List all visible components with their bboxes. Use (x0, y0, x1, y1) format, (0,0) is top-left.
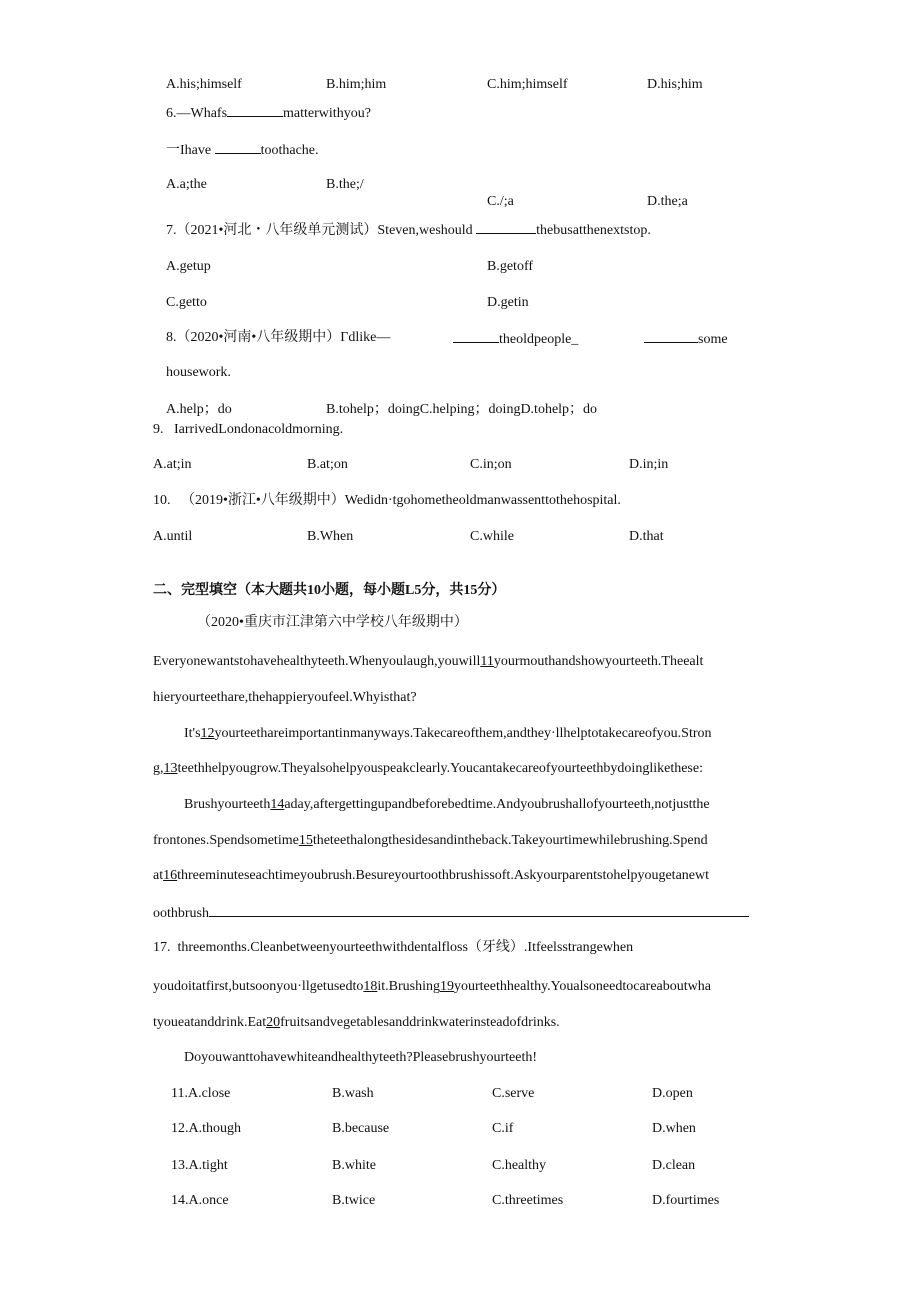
passage-text: it.Brushing (377, 979, 440, 994)
q6-stem-text-b: matterwithyou? (283, 106, 371, 121)
q8-stem-c (644, 329, 728, 349)
q6-reply-text-b: toothache. (260, 143, 319, 158)
passage-line-4 (153, 760, 703, 778)
q5-option-b: B.him;him (326, 77, 387, 92)
q8-stem-text-c: some (698, 332, 728, 347)
q5-option-a: A.his;himself (166, 77, 242, 92)
passage-line-11 (153, 1014, 560, 1032)
q6-option-d: D.the;a (647, 194, 688, 209)
q9-option-a: A.at;in (153, 457, 192, 472)
q7-stem (166, 220, 651, 240)
choice-12-b: B.because (332, 1121, 390, 1136)
passage-line-6 (153, 832, 708, 850)
q8-stem-text-b: theoldpeople_ (499, 332, 579, 347)
passage-text: Brushyourteeth (184, 797, 271, 812)
passage-line-1 (153, 653, 703, 671)
passage-line-2: hieryourteethare,thehappieryoufeel.Whyisthat? (153, 690, 417, 705)
answer-blank (209, 903, 749, 917)
q10-option-d: D.that (629, 529, 664, 544)
blank-number-18: 18 (363, 979, 378, 994)
blank-number-20: 20 (266, 1015, 281, 1030)
answer-blank (644, 329, 698, 343)
blank-number-12: 12 (200, 726, 215, 741)
choice-14-c: C.threetimes (492, 1193, 564, 1208)
q8-stem-b (453, 329, 578, 349)
q7-stem-text-a: 7.（2021•河北・八年级单元测试）Steven,weshould (166, 223, 473, 238)
blank-number-13: 13 (163, 761, 178, 776)
q5-option-d: D.his;him (647, 77, 703, 92)
q7-option-c: C.getto (166, 295, 207, 310)
passage-text: tyoueatanddrink.Eat (153, 1015, 267, 1030)
choice-14-d: D.fourtimes (652, 1193, 720, 1208)
passage-text: oothbrush (153, 906, 209, 921)
passage-text: at (153, 868, 164, 883)
passage-text: fruitsandvegetablesanddrinkwaterinsteadofdrinks. (280, 1015, 560, 1030)
q8-option-a: A.help；do (166, 402, 232, 417)
passage-line-7 (153, 867, 709, 885)
passage-line-9: 17. threemonths.Cleanbetweenyourteethwithdentalfloss（牙线）.Itfeelsstrangewhen (153, 940, 634, 955)
choice-14-a: 14.A.once (171, 1193, 229, 1208)
answer-blank (215, 140, 261, 154)
choice-13-d: D.clean (652, 1158, 696, 1173)
passage-line-12: Doyouwanttohavewhiteandhealthyteeth?Pleasebrushyourteeth! (184, 1050, 537, 1065)
choice-12-c: C.if (492, 1121, 514, 1136)
passage-text: theteethalongthesidesandintheback.Takeyourtimewhilebrushing.Spend (312, 833, 708, 848)
passage-line-5 (184, 796, 710, 814)
q6-reply (166, 140, 319, 160)
q10-stem: 10. （2019•浙江•八年级期中）Wedidn·tgohometheoldmanwassenttothehospital. (153, 493, 621, 508)
passage-text: frontones.Spendsometime (153, 833, 299, 848)
choice-12-d: D.when (652, 1121, 696, 1136)
q9-stem: 9. IarrivedLondonacoldmorning. (153, 422, 344, 437)
choice-13-b: B.white (332, 1158, 376, 1173)
q8-stem-a: 8.（2020•河南•八年级期中）Γdlike— (166, 330, 391, 345)
q8-option-bcd: B.tohelp；doingC.helping；doingD.tohelp；do (326, 402, 598, 417)
blank-number-16: 16 (163, 868, 178, 883)
q6-option-c: C./;a (487, 194, 514, 209)
choice-11-a: 11.A.close (171, 1086, 231, 1101)
passage-text: yourmouthandshowyourteeth.Theealt (493, 654, 704, 669)
passage-text: It's (184, 726, 201, 741)
choice-11-d: D.open (652, 1086, 693, 1101)
q7-option-d: D.getin (487, 295, 529, 310)
passage-text: aday,aftergettingupandbeforebedtime.Andyoubrushallofyourteeth,notjustthe (284, 797, 710, 812)
choice-12-a: 12.A.though (171, 1121, 241, 1136)
q6-option-a: A.a;the (166, 177, 207, 192)
q6-option-b: B.the;/ (326, 177, 364, 192)
passage-text: g, (153, 761, 164, 776)
passage-line-8 (153, 903, 749, 923)
choice-11-b: B.wash (332, 1086, 374, 1101)
choice-14-b: B.twice (332, 1193, 376, 1208)
passage-source: （2020•重庆市江津第六中学校八年级期中） (197, 615, 468, 630)
choice-13-c: C.healthy (492, 1158, 547, 1173)
passage-text: yourteethareimportantinmanyways.Takecareofthem,andthey·llhelptotakecareofyou.Stron (214, 726, 712, 741)
q5-option-c: C.him;himself (487, 77, 568, 92)
section-heading: 二、完型填空（本大题共10小题，每小题L5分，共15分） (153, 583, 506, 598)
passage-line-3 (184, 725, 712, 743)
passage-text: yourteethhealthy.Youalsoneedtocareaboutwha (454, 979, 711, 994)
q9-option-c: C.in;on (470, 457, 512, 472)
q9-option-b: B.at;on (307, 457, 348, 472)
passage-text: teethhelpyougrow.Theyalsohelpyouspeakclearly.Youcantakecareofyourteethbydoinglikethese: (177, 761, 703, 776)
answer-blank (476, 220, 536, 234)
blank-number-14: 14 (270, 797, 285, 812)
q8-stem-d: housework. (166, 365, 231, 380)
q7-stem-text-b: thebusatthenextstop. (536, 223, 651, 238)
q10-option-c: C.while (470, 529, 514, 544)
passage-text: threeminuteseachtimeyoubrush.Besureyourtoothbrushissoft.Askyourparentstohelpyougetanewt (177, 868, 709, 883)
passage-text: youdoitatfirst,butsoonyou·llgetusedto (153, 979, 364, 994)
passage-line-10 (153, 978, 711, 996)
q6-stem-text-a: 6.—Whafs (166, 106, 228, 121)
q6-stem (166, 103, 371, 123)
q6-reply-text-a: 一Ihave (166, 143, 212, 158)
answer-blank (227, 103, 283, 117)
q10-option-b: B.When (307, 529, 354, 544)
q7-option-b: B.getoff (487, 259, 534, 274)
choice-13-a: 13.A.tight (171, 1158, 228, 1173)
answer-blank (453, 329, 499, 343)
blank-number-19: 19 (440, 979, 454, 994)
q9-option-d: D.in;in (629, 457, 669, 472)
passage-text: Everyonewantstohavehealthyteeth.Whenyoulaugh,youwill (153, 654, 481, 669)
choice-11-c: C.serve (492, 1086, 535, 1101)
q10-option-a: A.until (153, 529, 193, 544)
blank-number-11: 11 (480, 654, 494, 669)
blank-number-15: 15 (298, 833, 313, 848)
q7-option-a: A.getup (166, 259, 211, 274)
